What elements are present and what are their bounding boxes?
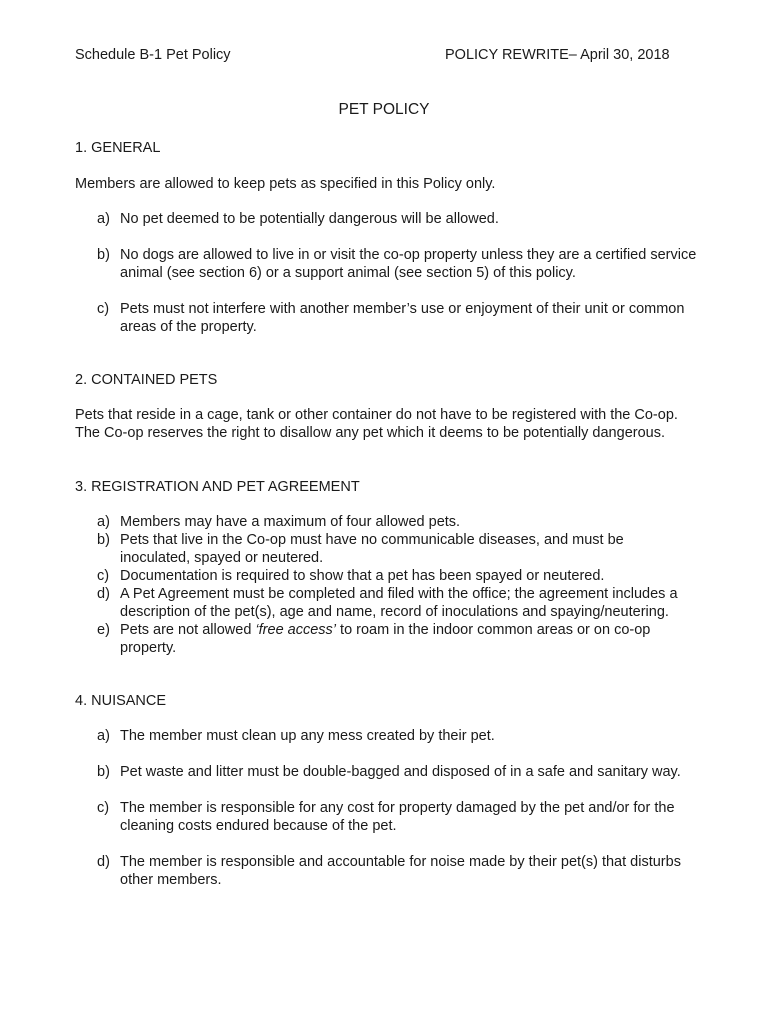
list-item-label: c) — [97, 301, 110, 317]
list-item — [97, 763, 697, 781]
list-item-label: d) — [97, 586, 110, 602]
list-item — [97, 513, 697, 531]
list-item-label: a) — [97, 211, 110, 227]
section-1-intro: Members are allowed to keep pets as specified in this Policy only. — [75, 176, 496, 192]
list-item — [97, 621, 697, 657]
list-item-label: b) — [97, 764, 110, 780]
list-item — [97, 531, 697, 567]
section-4-heading: 4. NUISANCE — [75, 693, 167, 709]
list-item-label: c) — [97, 800, 110, 816]
list-item — [97, 853, 697, 889]
list-item-text: Pets that live in the Co-op must have no communicable diseases, and must be inoculated, spayed or neutered. — [120, 532, 624, 566]
list-item-text: Documentation is required to show that a pet has been spayed or neutered. — [120, 568, 605, 584]
section-2-heading: 2. CONTAINED PETS — [75, 372, 218, 388]
list-item-text: Pet waste and litter must be double-bagged and disposed of in a safe and sanitary way. — [120, 764, 681, 780]
list-item-text: No dogs are allowed to live in or visit the co-op property unless they are a certified service animal (see section 6) or a support animal (see section 5) of this policy. — [120, 247, 697, 281]
list-item — [97, 300, 697, 336]
list-item-text: Pets are not allowed — [120, 622, 256, 638]
list-item — [97, 799, 697, 835]
list-item-label: e) — [97, 622, 110, 638]
list-item-text: A Pet Agreement must be completed and filed with the office; the agreement includes a description of the pet(s), age and name, record of inoculations and spaying/neutering. — [120, 586, 678, 620]
section-1-list — [97, 210, 697, 336]
header-left: Schedule B-1 Pet Policy — [75, 47, 231, 63]
list-item-emphasis: ‘free access’ — [255, 622, 337, 638]
page-title: PET POLICY — [338, 101, 430, 118]
header-right: POLICY REWRITE– April 30, 2018 — [445, 47, 670, 63]
list-item-text: No pet deemed to be potentially dangerous will be allowed. — [120, 211, 499, 227]
list-item — [97, 567, 697, 585]
list-item-label: a) — [97, 728, 110, 744]
section-2-intro: Pets that reside in a cage, tank or other container do not have to be registered with the Co-op. The Co-op reserves the right to disallow any pet which it deems to be potentially dangerous. — [75, 407, 678, 441]
list-item — [97, 246, 697, 282]
list-item-text-after: to roam in the indoor common areas or on co-op property. — [120, 622, 651, 656]
section-3-heading: 3. REGISTRATION AND PET AGREEMENT — [75, 479, 360, 495]
list-item — [97, 585, 697, 621]
list-item-text: The member is responsible and accountable for noise made by their pet(s) that disturbs other members. — [120, 854, 681, 888]
list-item-label: c) — [97, 568, 110, 584]
list-item-label: a) — [97, 514, 110, 530]
list-item — [97, 727, 697, 745]
section-4-list — [97, 727, 697, 889]
list-item-text: The member is responsible for any cost for property damaged by the pet and/or for the cleaning costs endured because of the pet. — [120, 800, 675, 834]
list-item-text: Pets must not interfere with another member’s use or enjoyment of their unit or common areas of the property. — [120, 301, 685, 335]
section-3-list — [97, 513, 697, 657]
section-1-heading: 1. GENERAL — [75, 140, 161, 156]
list-item-text: The member must clean up any mess created by their pet. — [120, 728, 495, 744]
list-item-label: b) — [97, 247, 110, 263]
list-item — [97, 210, 697, 228]
list-item-label: b) — [97, 532, 110, 548]
list-item-label: d) — [97, 854, 110, 870]
list-item-text: Members may have a maximum of four allowed pets. — [120, 514, 461, 530]
